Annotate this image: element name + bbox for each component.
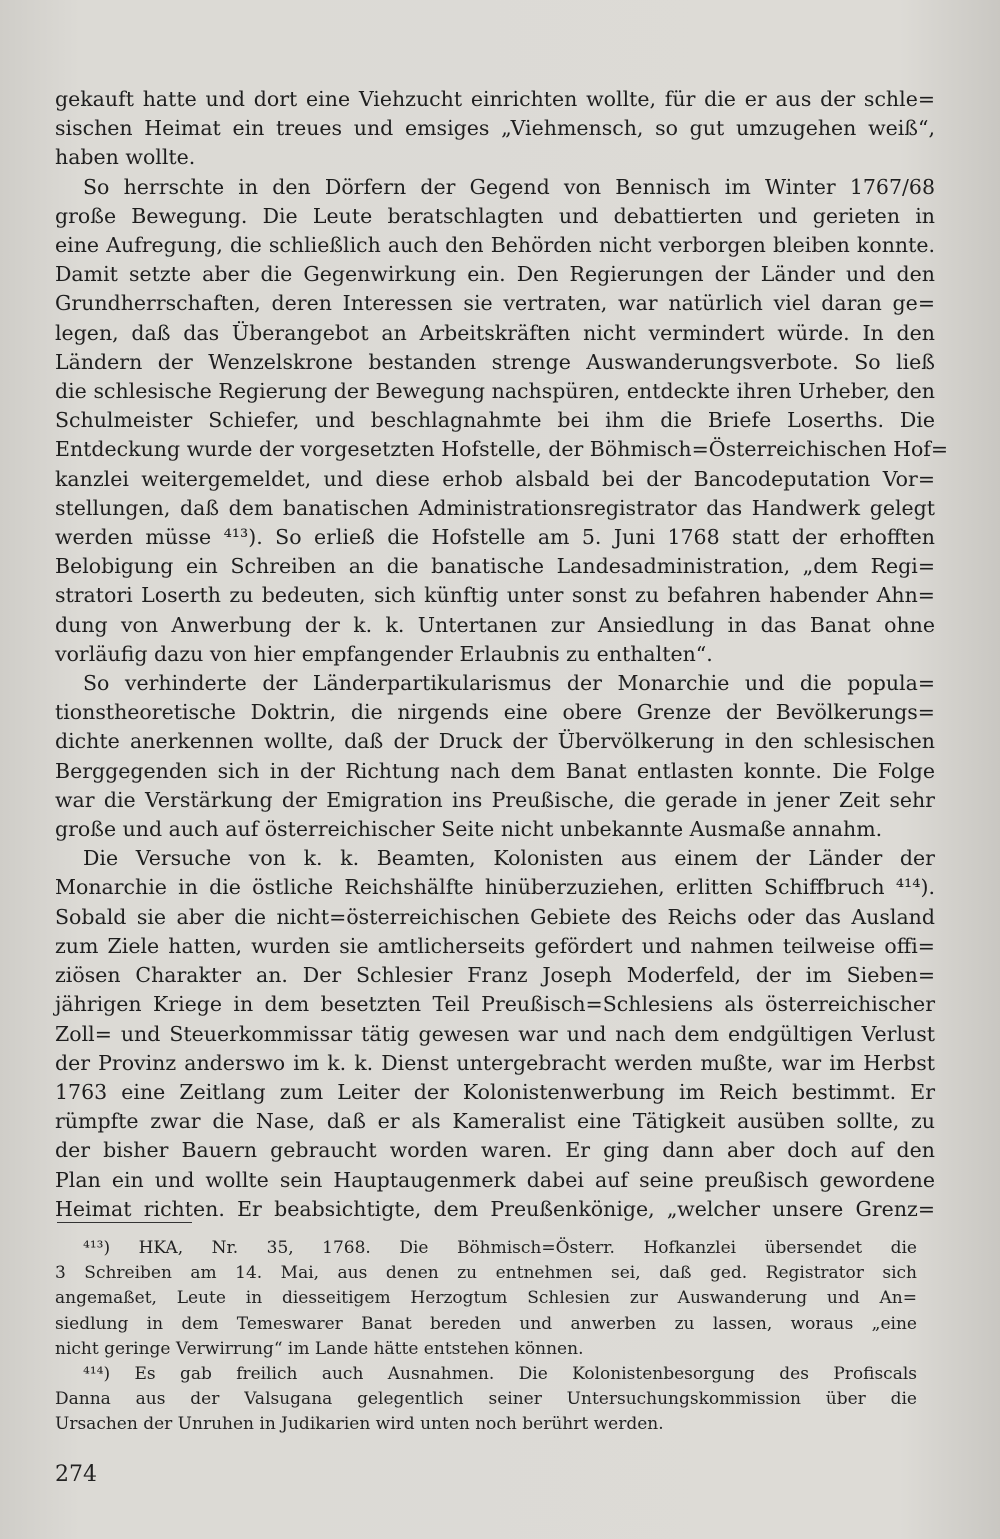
text-line: große und auch auf österreichischer Seite nicht unbekannte Ausmaße annahm.	[55, 817, 883, 842]
text-line: war die Verstärkung der Emigration ins Preußische, die gerade in jener Zeit sehr	[55, 787, 935, 812]
text-line: dichte anerkennen wollte, daß der Druck der Übervölkerung in den schlesischen	[55, 729, 935, 754]
footnote-413	[55, 1236, 917, 1362]
text-line: Die Versuche von k. k. Beamten, Kolonisten aus einem der Länder der	[83, 846, 935, 871]
text-line: Ländern der Wenzelskrone bestanden strenge Auswanderungsverbote. So ließ	[55, 349, 935, 374]
text-line: Belobigung ein Schreiben an die banatische Landesadministration, „dem Regi=	[55, 554, 935, 579]
text-line: ziösen Charakter an. Der Schlesier Franz Joseph Moderfeld, der im Sieben=	[55, 963, 935, 988]
text-line: der Provinz anderswo im k. k. Dienst untergebracht werden mußte, war im Herbst	[55, 1050, 935, 1075]
text-line: zum Ziele hatten, wurden sie amtlicherseits gefördert und nahmen teilweise offi=	[55, 933, 935, 958]
text-line: kanzlei weitergemeldet, und diese erhob alsbald bei der Bancodeputation Vor=	[55, 466, 935, 491]
text-line: Entdeckung wurde der vorgesetzten Hofstelle, der Böhmisch=Österreichischen Hof=	[55, 437, 949, 462]
text-line: sischen Heimat ein treues und emsiges „Viehmensch, so gut umzugehen weiß“,	[55, 116, 935, 141]
footnote-line: 3 Schreiben am 14. Mai, aus denen zu entnehmen sei, daß ged. Registrator sich	[55, 1263, 917, 1284]
text-line: So verhinderte der Länderpartikularismus der Monarchie und die popula=	[83, 671, 935, 696]
footnote-line: Danna aus der Valsugana gelegentlich seiner Untersuchungskommission über die	[55, 1389, 917, 1410]
text-line: jährigen Kriege in dem besetzten Teil Preußisch=Schlesiens als österreichischer	[55, 992, 935, 1017]
paragraph-4	[55, 844, 935, 1224]
text-line: Heimat richten. Er beabsichtigte, dem Preußenkönige, „welcher unsere Grenz=	[55, 1196, 935, 1221]
footnote-line: ⁴¹⁴) Es gab freilich auch Ausnahmen. Die Kolonistenbesorgung des Profiscals	[83, 1364, 917, 1385]
footnote-line: angemaßet, Leute in diesseitigem Herzogtum Schlesien zur Auswanderung und An=	[55, 1288, 917, 1309]
text-line: gekauft hatte und dort eine Viehzucht einrichten wollte, für die er aus der schle=	[55, 87, 935, 111]
paragraph-1	[55, 85, 935, 173]
footnote-line: Ursachen der Unruhen in Judikarien wird unten noch berührt werden.	[55, 1414, 664, 1435]
paragraph-2	[55, 173, 949, 669]
main-text	[55, 85, 949, 1224]
text-line: stellungen, daß dem banatischen Administrationsregistrator das Handwerk gelegt	[55, 495, 935, 520]
text-line: vorläufig dazu von hier empfangender Erlaubnis zu enthalten“.	[55, 641, 713, 666]
paragraph-3	[55, 669, 935, 844]
text-line: stratori Loserth zu bedeuten, sich künftig unter sonst zu befahren habender Ahn=	[55, 583, 935, 608]
text-line: Schulmeister Schiefer, und beschlagnahmte bei ihm die Briefe Loserths. Die	[55, 408, 935, 433]
text-line: Monarchie in die östliche Reichshälfte hinüberzuziehen, erlitten Schiffbruch ⁴¹⁴).	[55, 875, 935, 900]
text-line: Berggegenden sich in der Richtung nach dem Banat entlasten konnte. Die Folge	[55, 758, 935, 783]
footnotes	[55, 1236, 917, 1438]
footnote-separator-rule	[57, 1222, 192, 1223]
page-number: 274	[55, 1462, 97, 1487]
text-line: Sobald sie aber die nicht=österreichischen Gebiete des Reichs oder das Ausland	[55, 904, 935, 929]
text-line: der bisher Bauern gebraucht worden waren. Er ging dann aber doch auf den	[55, 1138, 935, 1163]
text-line: werden müsse ⁴¹³). So erließ die Hofstelle am 5. Juni 1768 statt der erhofften	[55, 525, 935, 550]
text-line: tionstheoretische Doktrin, die nirgends eine obere Grenze der Bevölkerungs=	[55, 700, 935, 725]
text-line: rümpfte zwar die Nase, daß er als Kameralist eine Tätigkeit ausüben sollte, zu	[55, 1109, 935, 1134]
text-line: So herrschte in den Dörfern der Gegend von Bennisch im Winter 1767/68	[83, 174, 935, 199]
text-line: dung von Anwerbung der k. k. Untertanen zur Ansiedlung in das Banat ohne	[55, 612, 935, 637]
text-line: 1763 eine Zeitlang zum Leiter der Kolonistenwerbung im Reich bestimmt. Er	[55, 1079, 935, 1104]
footnote-line: siedlung in dem Temeswarer Banat bereden und anwerben zu lassen, woraus „eine	[55, 1313, 917, 1334]
text-line: eine Aufregung, die schließlich auch den Behörden nicht verborgen bleiben konnte.	[55, 233, 935, 258]
text-line: Grundherrschaften, deren Interessen sie vertraten, war natürlich viel daran ge=	[55, 291, 935, 316]
footnote-414	[55, 1362, 917, 1438]
text-line: Plan ein und wollte sein Hauptaugenmerk dabei auf seine preußisch gewordene	[55, 1167, 935, 1192]
text-line: Damit setzte aber die Gegenwirkung ein. Den Regierungen der Länder und den	[55, 262, 935, 287]
text-line: Zoll= und Steuerkommissar tätig gewesen war und nach dem endgültigen Verlust	[55, 1021, 935, 1046]
footnote-line: ⁴¹³) HKA, Nr. 35, 1768. Die Böhmisch=Österr. Hofkanzlei übersendet die	[83, 1238, 917, 1258]
text-line: legen, daß das Überangebot an Arbeitskräften nicht vermindert würde. In den	[55, 320, 935, 345]
footnote-line: nicht geringe Verwirrung“ im Lande hätte entstehen können.	[55, 1338, 584, 1359]
text-line: haben wollte.	[55, 145, 196, 170]
text-line: große Bewegung. Die Leute beratschlagten und debattierten und gerieten in	[55, 203, 935, 228]
text-line: die schlesische Regierung der Bewegung nachspüren, entdeckte ihren Urheber, den	[55, 379, 935, 404]
